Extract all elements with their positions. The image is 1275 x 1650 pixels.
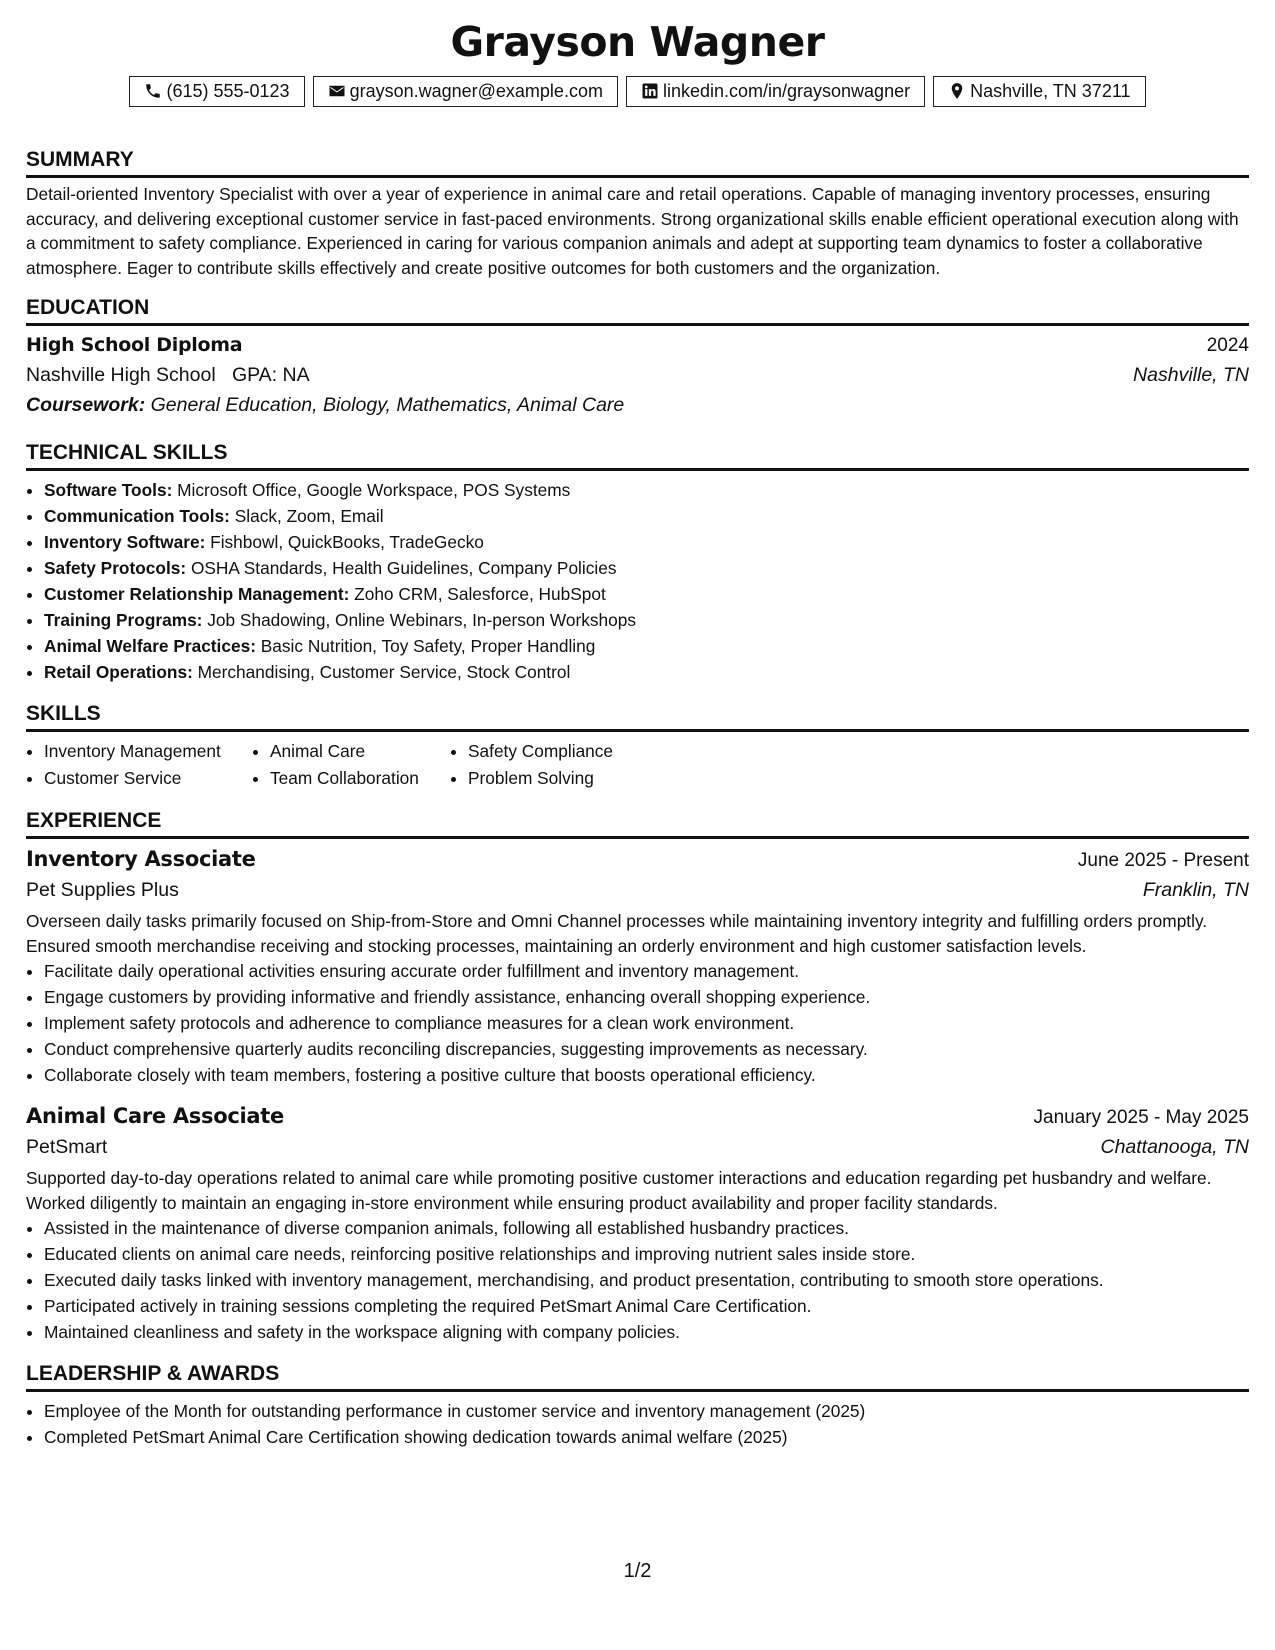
job-title: Animal Care Associate xyxy=(26,1104,284,1128)
technical-skill-label: Retail Operations: xyxy=(44,662,193,682)
job-summary: Overseen daily tasks primarily focused on Ship-from-Store and Omni Channel processes while maintaining inventory integrity and fulfilling orders promptly. Ensured smooth merchandise receiving and stocking processes, maintaining an orderly environment and high customer satisfaction levels. xyxy=(26,911,1208,956)
technical-skill-value: Microsoft Office, Google Workspace, POS Systems xyxy=(177,480,571,500)
gpa: GPA: NA xyxy=(231,364,310,386)
technical-skills-list xyxy=(26,477,1249,685)
envelope-icon xyxy=(328,82,346,100)
coursework-line xyxy=(26,390,1249,420)
education-section xyxy=(26,295,1249,420)
job-location: Franklin, TN xyxy=(1142,879,1249,901)
technical-skill-item xyxy=(44,529,1249,555)
job-bullet: • Facilitate daily operational activities ensuring accurate order fulfillment and inventory management. xyxy=(44,958,1249,984)
section-title-technical-skills: TECHNICAL SKILLS xyxy=(26,440,1249,471)
location-text: Nashville, TN 37211 xyxy=(970,81,1131,101)
technical-skill-label: Training Programs: xyxy=(44,610,203,630)
award-item: • Employee of the Month for outstanding performance in customer service and inventory management (2025) xyxy=(44,1398,1249,1424)
contact-phone[interactable] xyxy=(129,76,304,107)
job-bullet: • Implement safety protocols and adherence to compliance measures for a clean work environment. xyxy=(44,1010,1249,1036)
coursework-list: General Education, Biology, Mathematics, Animal Care xyxy=(150,394,625,416)
job-bullets xyxy=(26,1215,1249,1345)
section-title-experience: EXPERIENCE xyxy=(26,808,1249,839)
coursework-label: Coursework: xyxy=(26,394,146,416)
technical-skill-label: Software Tools: xyxy=(44,480,173,500)
phone-icon xyxy=(144,82,162,100)
contact-linkedin[interactable] xyxy=(626,76,925,107)
technical-skill-item xyxy=(44,581,1249,607)
contact-location[interactable] xyxy=(933,76,1145,107)
award-item: • Completed PetSmart Animal Care Certification showing dedication towards animal welfare (2025) xyxy=(44,1424,1249,1450)
contact-bar xyxy=(26,76,1249,107)
technical-skill-label: Safety Protocols: xyxy=(44,558,187,578)
summary-section xyxy=(26,147,1249,280)
school-location: Nashville, TN xyxy=(1133,364,1249,386)
leadership-section xyxy=(26,1361,1249,1450)
experience-section xyxy=(26,808,1249,1345)
jobs-list xyxy=(26,843,1249,1345)
job-bullet: • Collaborate closely with team members, fostering a positive culture that boosts operational efficiency. xyxy=(44,1062,1249,1088)
job-bullet: • Assisted in the maintenance of diverse companion animals, following all established husbandry practices. xyxy=(44,1215,1249,1241)
job-bullet: • Executed daily tasks linked with inventory management, merchandising, and product presentation, contributing to smooth store operations. xyxy=(44,1267,1249,1293)
school-name: Nashville High School xyxy=(26,364,216,386)
location-pin-icon xyxy=(948,82,966,100)
technical-skill-value: Fishbowl, QuickBooks, TradeGecko xyxy=(210,532,484,552)
section-title-summary: SUMMARY xyxy=(26,147,1249,178)
job-bullet: • Maintained cleanliness and safety in the workspace aligning with company policies. xyxy=(44,1319,1249,1345)
email-text: grayson.wagner@example.com xyxy=(349,81,603,101)
company-name: PetSmart xyxy=(26,1136,108,1158)
job-title: Inventory Associate xyxy=(26,847,256,871)
job-bullet: • Engage customers by providing informative and friendly assistance, enhancing overall shopping experience. xyxy=(44,984,1249,1010)
technical-skill-value: Slack, Zoom, Email xyxy=(234,506,384,526)
degree-title: High School Diploma xyxy=(26,334,243,356)
page-number: 1/2 xyxy=(623,1560,652,1582)
job-location: Chattanooga, TN xyxy=(1100,1136,1249,1158)
technical-skill-item xyxy=(44,555,1249,581)
job-entry xyxy=(26,843,1249,1088)
skill-item: Inventory Management xyxy=(44,741,221,761)
leadership-list xyxy=(26,1398,1249,1450)
technical-skill-label: Animal Welfare Practices: xyxy=(44,636,256,656)
technical-skill-item xyxy=(44,659,1249,685)
linkedin-icon xyxy=(641,82,659,100)
section-title-leadership: LEADERSHIP & AWARDS xyxy=(26,1361,1249,1392)
job-dates: June 2025 - Present xyxy=(1077,850,1249,871)
skill-item: Problem Solving xyxy=(468,768,594,788)
technical-skill-value: Basic Nutrition, Toy Safety, Proper Handling xyxy=(260,636,596,656)
technical-skill-label: Inventory Software: xyxy=(44,532,206,552)
section-title-education: EDUCATION xyxy=(26,295,1249,326)
resume-page xyxy=(26,18,1249,1450)
job-entry xyxy=(26,1100,1249,1345)
phone-text: (615) 555-0123 xyxy=(166,81,290,101)
candidate-name: Grayson Wagner xyxy=(450,18,825,66)
technical-skills-section xyxy=(26,440,1249,685)
skill-item: Team Collaboration xyxy=(270,768,419,788)
section-title-skills: SKILLS xyxy=(26,701,1249,732)
technical-skill-item xyxy=(44,607,1249,633)
technical-skill-item xyxy=(44,633,1249,659)
job-dates: January 2025 - May 2025 xyxy=(1033,1107,1249,1128)
job-summary: Supported day-to-day operations related to animal care while promoting positive customer interactions and education regarding pet husbandry and welfare. Worked diligently to maintain an engaging in-store environment while ensuring product availability and proper facility standards. xyxy=(26,1168,1212,1213)
summary-text: Detail-oriented Inventory Specialist with over a year of experience in animal care and retail operations. Capable of managing inventory processes, ensuring accuracy, and delivering exceptional customer service in fast-paced environments. Strong organizational skills enable efficient operational execution along with a commitment to safety compliance. Experienced in caring for various companion animals and adept at supporting team dynamics to foster a collaborative atmosphere. Eager to contribute skills effectively and create positive outcomes for both customers and the organization. xyxy=(26,184,1239,278)
job-bullet: • Educated clients on animal care needs, reinforcing positive relationships and improving nutrient sales inside store. xyxy=(44,1241,1249,1267)
skill-item: Safety Compliance xyxy=(468,741,614,761)
skills-grid xyxy=(26,738,1249,792)
graduation-year: 2024 xyxy=(1206,335,1249,356)
technical-skill-label: Communication Tools: xyxy=(44,506,230,526)
technical-skill-value: Merchandising, Customer Service, Stock Control xyxy=(197,662,571,682)
linkedin-text: linkedin.com/in/graysonwagner xyxy=(662,81,911,101)
skill-item: Animal Care xyxy=(270,741,366,761)
skills-section xyxy=(26,701,1249,792)
job-bullets xyxy=(26,958,1249,1088)
skill-item: Customer Service xyxy=(44,768,182,788)
job-bullet: • Participated actively in training sessions completing the required PetSmart Animal Care Certification. xyxy=(44,1293,1249,1319)
school-line xyxy=(26,360,310,390)
company-name: Pet Supplies Plus xyxy=(26,879,179,901)
technical-skill-label: Customer Relationship Management: xyxy=(44,584,350,604)
technical-skill-item xyxy=(44,503,1249,529)
technical-skill-value: Job Shadowing, Online Webinars, In-person Workshops xyxy=(207,610,637,630)
technical-skill-value: Zoho CRM, Salesforce, HubSpot xyxy=(354,584,606,604)
job-bullet: • Conduct comprehensive quarterly audits reconciling discrepancies, suggesting improvements as necessary. xyxy=(44,1036,1249,1062)
technical-skill-value: OSHA Standards, Health Guidelines, Company Policies xyxy=(190,558,617,578)
technical-skill-item xyxy=(44,477,1249,503)
contact-email[interactable] xyxy=(313,76,618,107)
